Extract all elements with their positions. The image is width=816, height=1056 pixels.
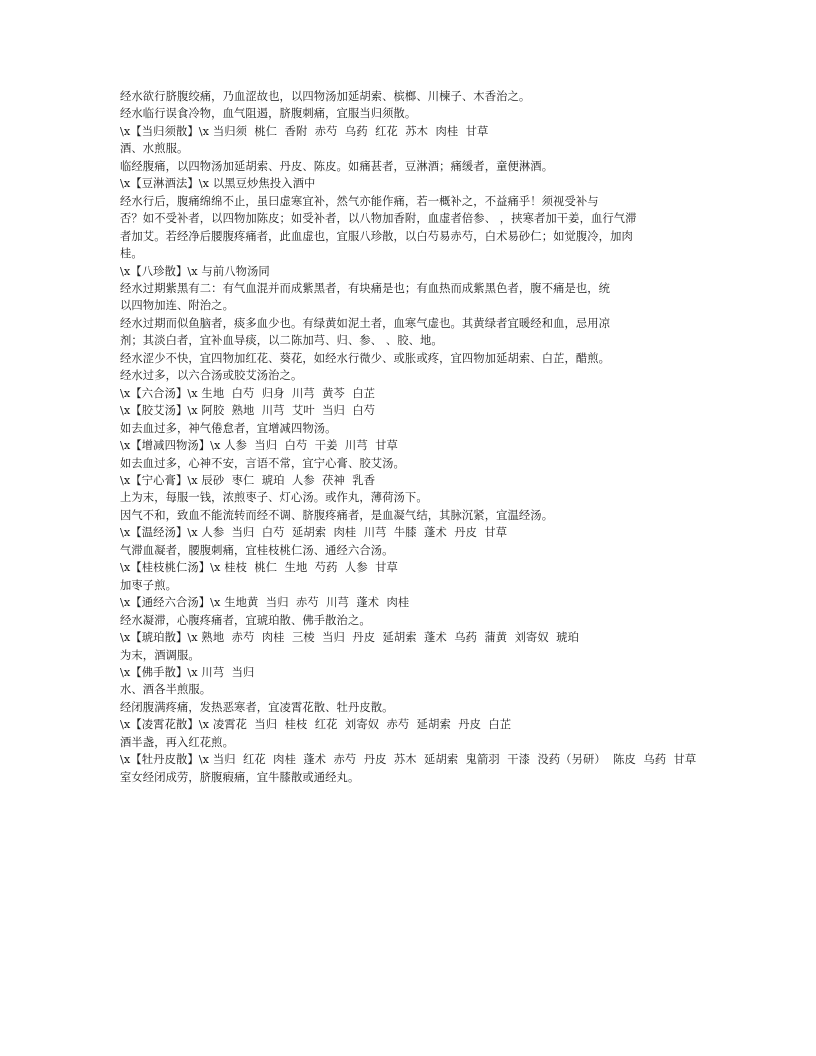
document-line: 酒、水煎服。	[120, 142, 189, 156]
document-line: 加枣子煎。	[120, 578, 177, 592]
document-line: 如去血过多，神气倦怠者，宜增减四物汤。	[120, 421, 337, 435]
document-line: \x【温经汤】\x 人参 当归 白芍 延胡索 肉桂 川芎 牛膝 蓬术 丹皮 甘草	[120, 526, 508, 540]
document-text-block	[120, 88, 720, 786]
document-line: \x【桂枝桃仁汤】\x 桂枝 桃仁 生地 芍药 人参 甘草	[120, 561, 398, 575]
document-line: \x【通经六合汤】\x 生地黄 当归 赤芍 川芎 蓬术 肉桂	[120, 596, 410, 610]
document-line: 经水涩少不快，宜四物加红花、葵花，如经水行微少、或胀或疼，宜四物加延胡索、白芷，醋煎。	[120, 351, 611, 365]
document-line: \x【琥珀散】\x 熟地 赤芍 肉桂 三棱 当归 丹皮 延胡索 蓬术 乌药 蒲黄 刘寄奴 琥珀	[120, 631, 579, 645]
document-line: 否？如不受补者，以四物加陈皮；如受补者，以八物加香附，血虚者倍参、 ，挟寒者加干姜，血行气滞	[120, 212, 637, 226]
document-line: 剂；其淡白者，宜补血导痰，以二陈加芎、归、参、 、胶、地。	[120, 334, 443, 348]
document-line: \x【牡丹皮散】\x 当归 红花 肉桂 蓬术 赤芍 丹皮 苏木 延胡索 鬼箭羽 干漆 没药（另研） 陈皮 乌药 甘草	[120, 753, 697, 767]
document-line: \x【宁心膏】\x 辰砂 枣仁 琥珀 人参 茯神 乳香	[120, 473, 376, 487]
document-line: 临经腹痛，以四物汤加延胡索、丹皮、陈皮。如痛甚者，豆淋酒；痛缓者，童便淋酒。	[120, 159, 554, 173]
document-line: 经水过期而似鱼脑者，痰多血少也。有绿黄如泥土者，血寒气虚也。其黄绿者宜暖经和血，忌用凉	[120, 316, 611, 330]
document-line: \x【胶艾汤】\x 阿胶 熟地 川芎 艾叶 当归 白芍	[120, 404, 376, 418]
document-line: 经水过多，以六合汤或胶艾汤治之。	[120, 369, 303, 383]
document-line: 上为末，每服一钱，浓煎枣子、灯心汤。或作丸，薄荷汤下。	[120, 491, 428, 505]
document-line: 者加艾。若经净后腰腹疼痛者，此血虚也，宜服八珍散，以白芍易赤芍，白术易砂仁；如觉腹冷，加肉	[120, 229, 633, 243]
document-line: 水、酒各半煎服。	[120, 683, 212, 697]
document-line: \x【八珍散】\x 与前八物汤同	[120, 264, 270, 278]
document-line: 经水行后，腹痛绵绵不止，虽曰虚寒宜补，然气亦能作痛，若一概补之，不益痛乎！须视受补与	[120, 194, 599, 208]
document-line: 以四物加连、附治之。	[120, 299, 234, 313]
document-line: 经水临行误食冷物，血气阻遏，脐腹刺痛，宜服当归须散。	[120, 107, 417, 121]
document-line: 经水欲行脐腹绞痛，乃血涩故也，以四物汤加延胡索、槟榔、川楝子、木香治之。	[120, 90, 531, 103]
document-line: 室女经闭成劳，脐腹瘕痛，宜牛膝散或通经丸。	[120, 770, 360, 784]
document-line: 经闭腹满疼痛，发热恶寒者，宜凌霄花散、牡丹皮散。	[120, 700, 394, 714]
document-line: \x【增减四物汤】\x 人参 当归 白芍 干姜 川芎 甘草	[120, 439, 398, 453]
document-line: 气滞血凝者，腰腹刺痛，宜桂枝桃仁汤、通经六合汤。	[120, 543, 394, 557]
document-line: 桂。	[120, 247, 143, 261]
document-line: 经水过期紫黑有二：有气血混并而成紫黑者，有块痛是也；有血热而成紫黑色者，腹不痛是也，统	[120, 281, 611, 295]
document-line: 如去血过多，心神不安，言语不常，宜宁心膏、胶艾汤。	[120, 456, 405, 470]
document-line: \x【六合汤】\x 生地 白芍 归身 川芎 黄芩 白芷	[120, 386, 376, 400]
document-line: 经水凝滞，心腹疼痛者，宜琥珀散、佛手散治之。	[120, 613, 371, 627]
document-line: \x【豆淋酒法】\x 以黑豆炒焦投入酒中	[120, 177, 316, 191]
document-line: \x【当归须散】\x 当归须 桃仁 香附 赤芍 乌药 红花 苏木 肉桂 甘草	[120, 124, 489, 138]
document-line: 酒半盏，再入红花煎。	[120, 735, 234, 749]
document-line: 为末，酒调服。	[120, 648, 200, 662]
document-line: 因气不和，致血不能流转而经不调、脐腹疼痛者，是血凝气结，其脉沉紧，宜温经汤。	[120, 508, 554, 522]
document-line: \x【佛手散】\x 川芎 当归	[120, 665, 255, 679]
document-line: \x【凌霄花散】\x 凌霄花 当归 桂枝 红花 刘寄奴 赤芍 延胡索 丹皮 白芷	[120, 718, 512, 732]
